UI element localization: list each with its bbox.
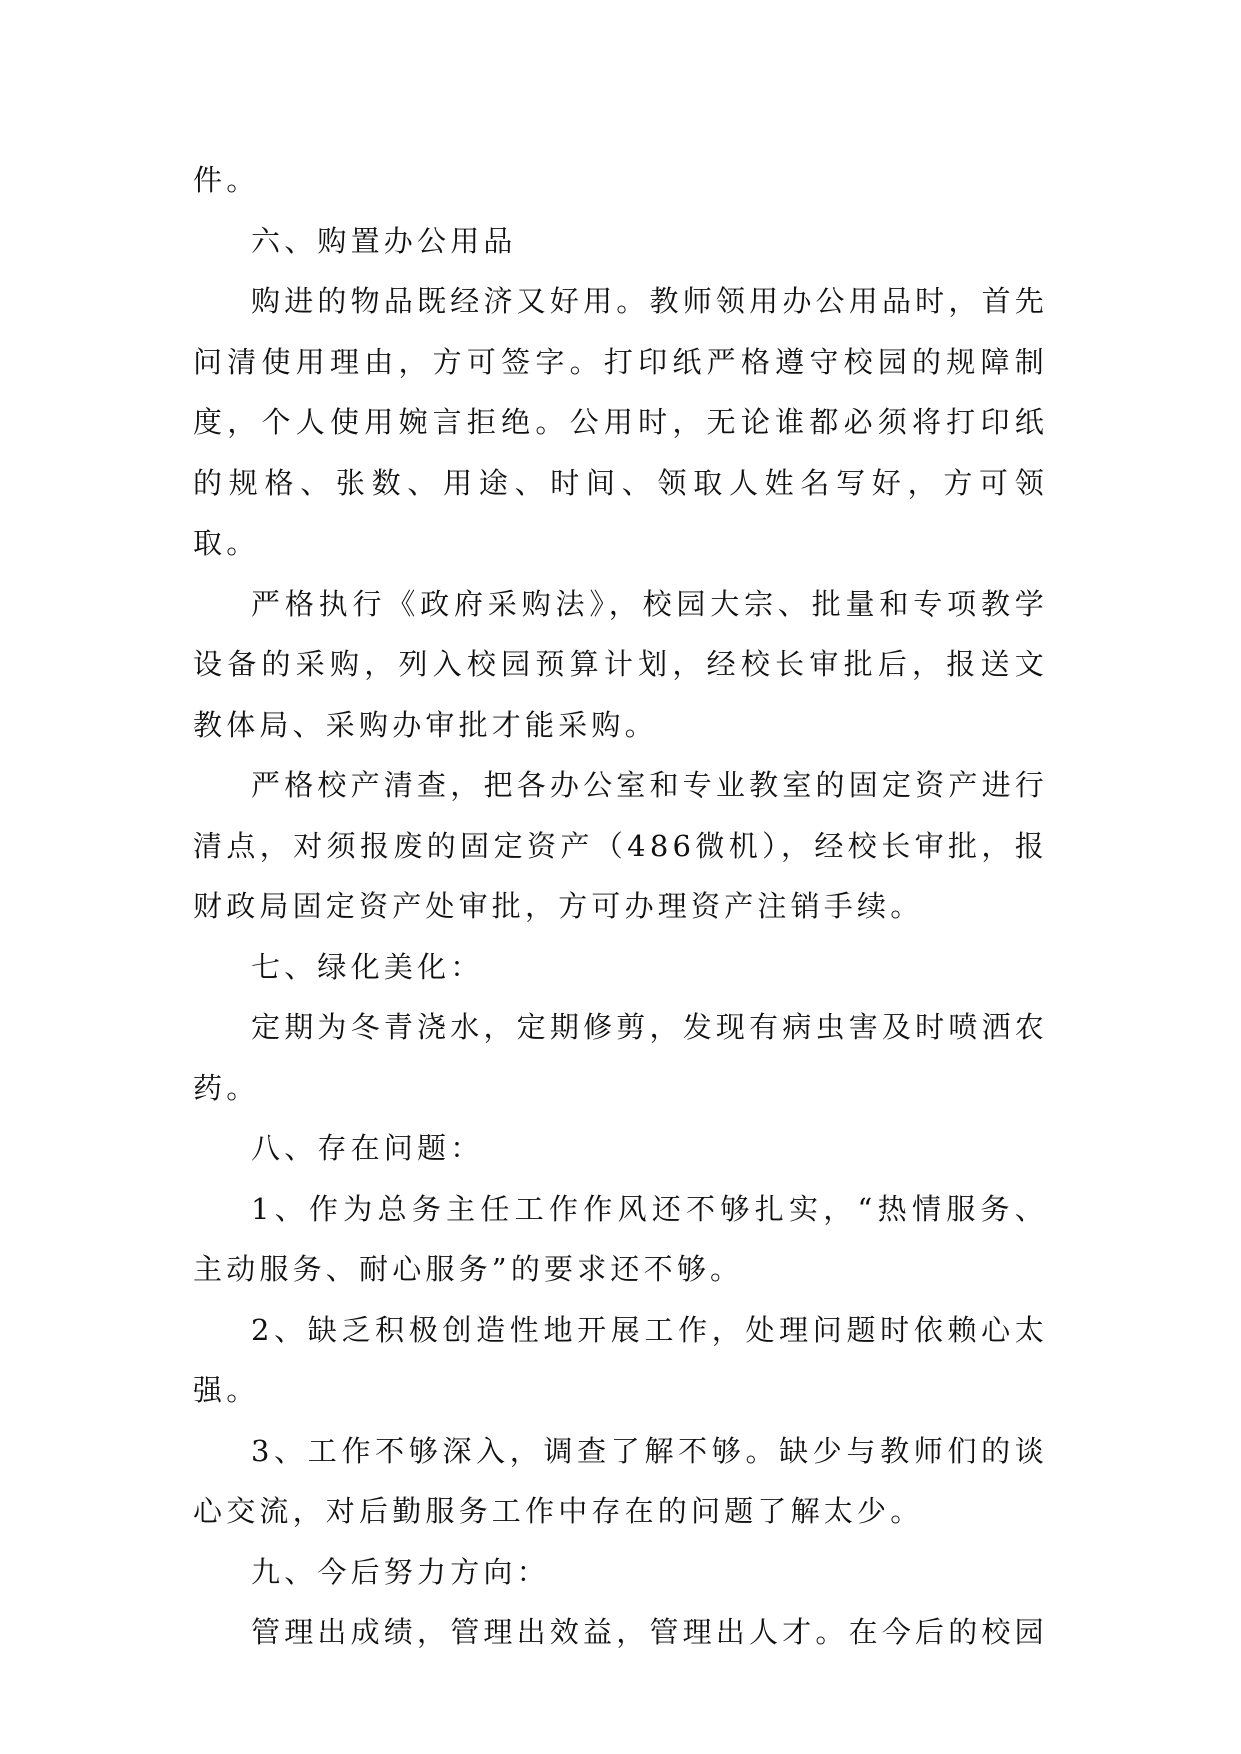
paragraph-problem-1: 1、作为总务主任工作作风还不够扎实，“热情服务、主动服务、耐心服务”的要求还不够。 — [193, 1191, 1048, 1286]
paragraph-greening: 定期为冬青浇水，定期修剪，发现有病虫害及时喷洒农药。 — [193, 1010, 1048, 1105]
paragraph-future-direction: 管理出成绩，管理出效益，管理出人才。在今后的校园 — [251, 1615, 1048, 1649]
heading-section-six: 六、购置办公用品 — [251, 223, 517, 258]
paragraph-office-supplies: 购进的物品既经济又好用。教师领用办公用品时，首先问清使用理由，方可签字。打印纸严格遵守校园的规障制度，个人使用婉言拒绝。公用时，无论谁都必须将打印纸的规格、张数、用途、时间、领取人姓名写好，方可领取。 — [193, 284, 1048, 560]
paragraph-procurement-law: 严格执行《政府采购法》，校园大宗、批量和专项教学设备的采购，列入校园预算计划，经校长审批后，报送文教体局、采购办审批才能采购。 — [193, 586, 1048, 742]
paragraph-problem-2: 2、缺乏积极创造性地开展工作，处理问题时依赖心太强。 — [193, 1312, 1048, 1407]
document-body — [193, 150, 1048, 1663]
paragraph-problem-3: 3、工作不够深入，调查了解不够。缺少与教师们的谈心交流，对后勤服务工作中存在的问题了解太少。 — [193, 1433, 1048, 1528]
heading-section-eight: 八、存在问题： — [251, 1131, 484, 1165]
paragraph-continuation: 件。 — [193, 163, 260, 197]
heading-section-seven: 七、绿化美化： — [251, 949, 484, 984]
paragraph-asset-inventory: 严格校产清查，把各办公室和专业教室的固定资产进行清点，对须报废的固定资产（486微机），经校长审批，报财政局固定资产处审批，方可办理资产注销手续。 — [193, 768, 1048, 923]
heading-section-nine: 九、今后努力方向： — [251, 1554, 550, 1589]
